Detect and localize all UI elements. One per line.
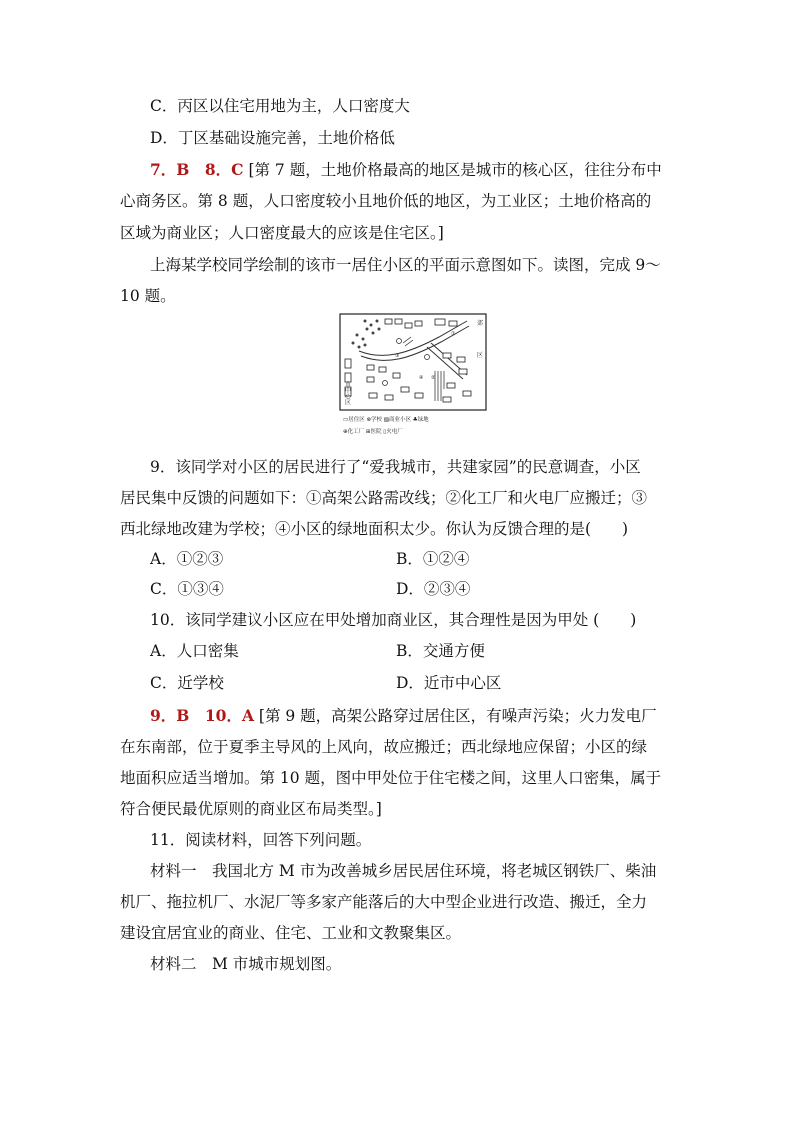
material-2-line (120, 954, 674, 974)
answer-7-8-explain: [第 7 题，土地价格最高的地区是城市的核心区，往往分布中 (243, 161, 662, 179)
material-1-line-3 (120, 923, 674, 943)
answer-9-10-explain: [第 9 题，高架公路穿过居住区，有噪声污染；火力发电厂 (253, 707, 657, 725)
q10-line (120, 610, 674, 630)
residential-map-figure (339, 313, 487, 440)
q11-text: 11．阅读材料，回答下列问题。 (150, 831, 372, 849)
answer-9-10-text-4: 符合便民最优原则的商业区布局类型。] (120, 800, 382, 818)
q9-option-a: A．①②③ (150, 550, 224, 568)
intro-text-2: 10 题。 (120, 287, 176, 305)
q9-text-2: 居民集中反馈的问题如下：①高架公路需改线；②化工厂和火电厂应搬迁；③ (120, 489, 648, 507)
intro-text-1: 上海某学校同学绘制的该市一居住小区的平面示意图如下。读图，完成 9～ (150, 256, 661, 274)
answer-9-10-text-3: 地面积应适当增加。第 10 题，图中甲处位于住宅楼之间，这里人口密集，属于 (120, 769, 662, 787)
option-c-line (120, 96, 674, 116)
map-marker-3: ③ (395, 353, 400, 359)
answer-7-8-text-3: 区域为商业区；人口密度最大的应该是住宅区。] (120, 224, 444, 242)
answer-9-10-line-2 (120, 737, 674, 757)
material-2-text: 材料二 M 市城市规划图。 (150, 955, 342, 973)
answer-7-8-line-3 (120, 223, 674, 243)
material-1-text-2: 机厂、拖拉机厂、水泥厂等多家产能落后的大中型企业进行改造、搬迁，全力 (120, 893, 648, 911)
answer-7-8-line-2 (120, 191, 674, 211)
map-marker-4: ④ (419, 375, 424, 381)
q9-line-2 (120, 488, 674, 508)
answer-9-10-line-3 (120, 768, 674, 788)
intro-line-2 (120, 286, 674, 306)
q10-option-a: A．人口密集 (150, 642, 239, 660)
q9-option-c: C．①③④ (150, 580, 224, 598)
q9-text-1: 9．该同学对小区的居民进行了“爱我城市，共建家园”的民意调查，小区 (150, 458, 641, 476)
answer-9-10-line (120, 706, 674, 726)
suburb-label-1: 郊 (477, 320, 484, 327)
map-svg (339, 313, 487, 440)
material-1-text-1: 材料一 我国北方 M 市为改善城乡居民居住环境，将老城区钢铁厂、柴油 (150, 862, 657, 880)
city-center-label: 市中心区 (343, 381, 351, 405)
suburb-label-2: 区 (477, 352, 484, 359)
map-legend-row-2: ⊕化工厂 ⊞医院 ▯火电厂 (343, 429, 403, 435)
q10-option-c: C．近学校 (150, 674, 224, 692)
q10-text: 10．该同学建议小区应在甲处增加商业区，其合理性是因为甲处 ( ) (150, 611, 637, 629)
intro-line-1 (120, 255, 674, 275)
option-c-text: C．丙区以住宅用地为主，人口密度大 (150, 97, 410, 115)
option-d-line (120, 128, 674, 148)
q9-option-b: B．①②④ (396, 550, 470, 568)
q10-option-b: B．交通方便 (396, 642, 485, 660)
answer-9-10-key: 9．B 10．A (150, 706, 254, 725)
material-1-line-1 (120, 861, 674, 881)
q11-line (120, 830, 674, 850)
q9-text-3: 西北绿地改建为学校；④小区的绿地面积太少。你认为反馈合理的是( ) (120, 520, 629, 538)
answer-7-8-key: 7．B 8．C (150, 160, 244, 179)
answer-9-10-line-4 (120, 799, 674, 819)
q9-option-d: D．②③④ (396, 580, 471, 598)
q9-line-1 (120, 457, 674, 477)
answer-9-10-text-2: 在东南部，位于夏季主导风的上风向，故应搬迁；西北绿地应保留；小区的绿 (120, 738, 648, 756)
option-d-text: D．丁区基础设施完善，土地价格低 (150, 129, 395, 147)
map-marker-2: ② (431, 375, 436, 381)
map-marker-1: ① (451, 331, 456, 337)
answer-7-8-line (120, 160, 674, 180)
map-legend-row-1: ▭居住区 ⊗学校 ▨商业小区 ♣绿地 (343, 417, 429, 423)
q10-option-d: D．近市中心区 (396, 674, 502, 692)
material-1-line-2 (120, 892, 674, 912)
q9-line-3 (120, 519, 674, 539)
answer-7-8-text-2: 心商务区。第 8 题，人口密度较小且地价低的地区，为工业区；土地价格高的 (120, 192, 652, 210)
material-1-text-3: 建设宜居宜业的商业、住宅、工业和文教聚集区。 (120, 924, 462, 942)
